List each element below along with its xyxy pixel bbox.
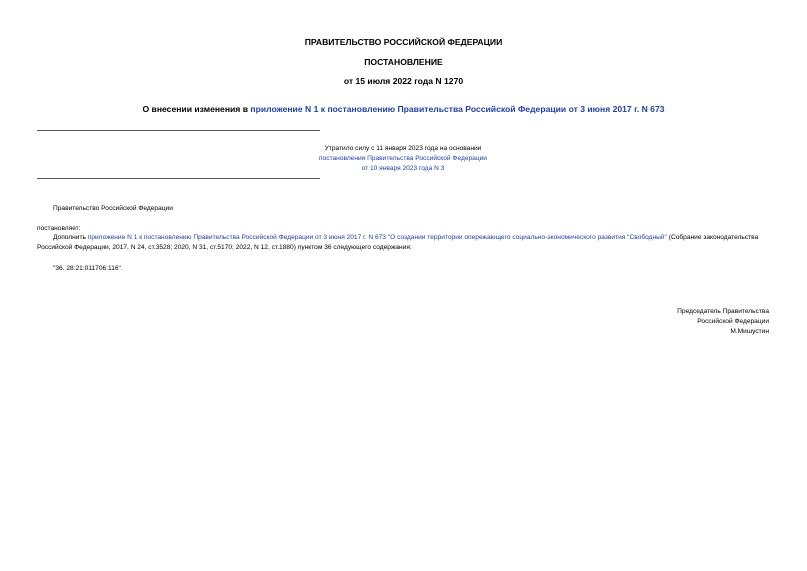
top-divider [37,130,320,131]
signature-title: Председатель Правительства [677,308,769,315]
title-link[interactable]: приложение N 1 к постановлению Правительства Российской Федерации от 3 июня 2017 г. N 673 [250,104,665,114]
document-type: ПОСТАНОВЛЕНИЕ [364,57,443,67]
amendment-item: "36. 28:21:011706:116". [53,265,123,272]
signature-name: М.Мишустин [730,328,769,335]
amendment-link[interactable]: приложение N 1 к постановлению Правительства Российской Федерации от 3 июня 2017 г. N 673 "О создании территории опережающего социально-экономического развития "Свободный" [87,234,667,241]
bottom-divider [37,178,320,179]
document-date-number: от 15 июля 2022 года N 1270 [343,76,464,86]
lost-force-link-line2[interactable]: постановления Правительства Российской Федерации [319,155,487,162]
lost-force-line1: Утратило силу с 11 января 2023 года на основании [324,145,482,152]
document-title [0,104,807,115]
lost-force-link-line3[interactable]: от 10 января 2023 года N 3 [361,165,445,172]
amendment-paragraph [37,233,772,252]
government-reference: Правительство Российской Федерации [53,205,173,212]
title-prefix: О внесении изменения в [142,104,251,114]
signature-organization: Российской Федерации [697,318,769,325]
decides-text: постановляет: [37,225,81,232]
amendment-prefix: Дополнить [53,234,88,241]
government-heading: ПРАВИТЕЛЬСТВО РОССИЙСКОЙ ФЕДЕРАЦИИ [304,37,503,47]
amendment-suffix: (Собрание законодательства Российской Федерации, 2017, N 24, ст.3528; 2020, N 31, ст.5170; 2022, N 12, ст.1880) пунктом 36 следующего содержания: [37,234,759,251]
